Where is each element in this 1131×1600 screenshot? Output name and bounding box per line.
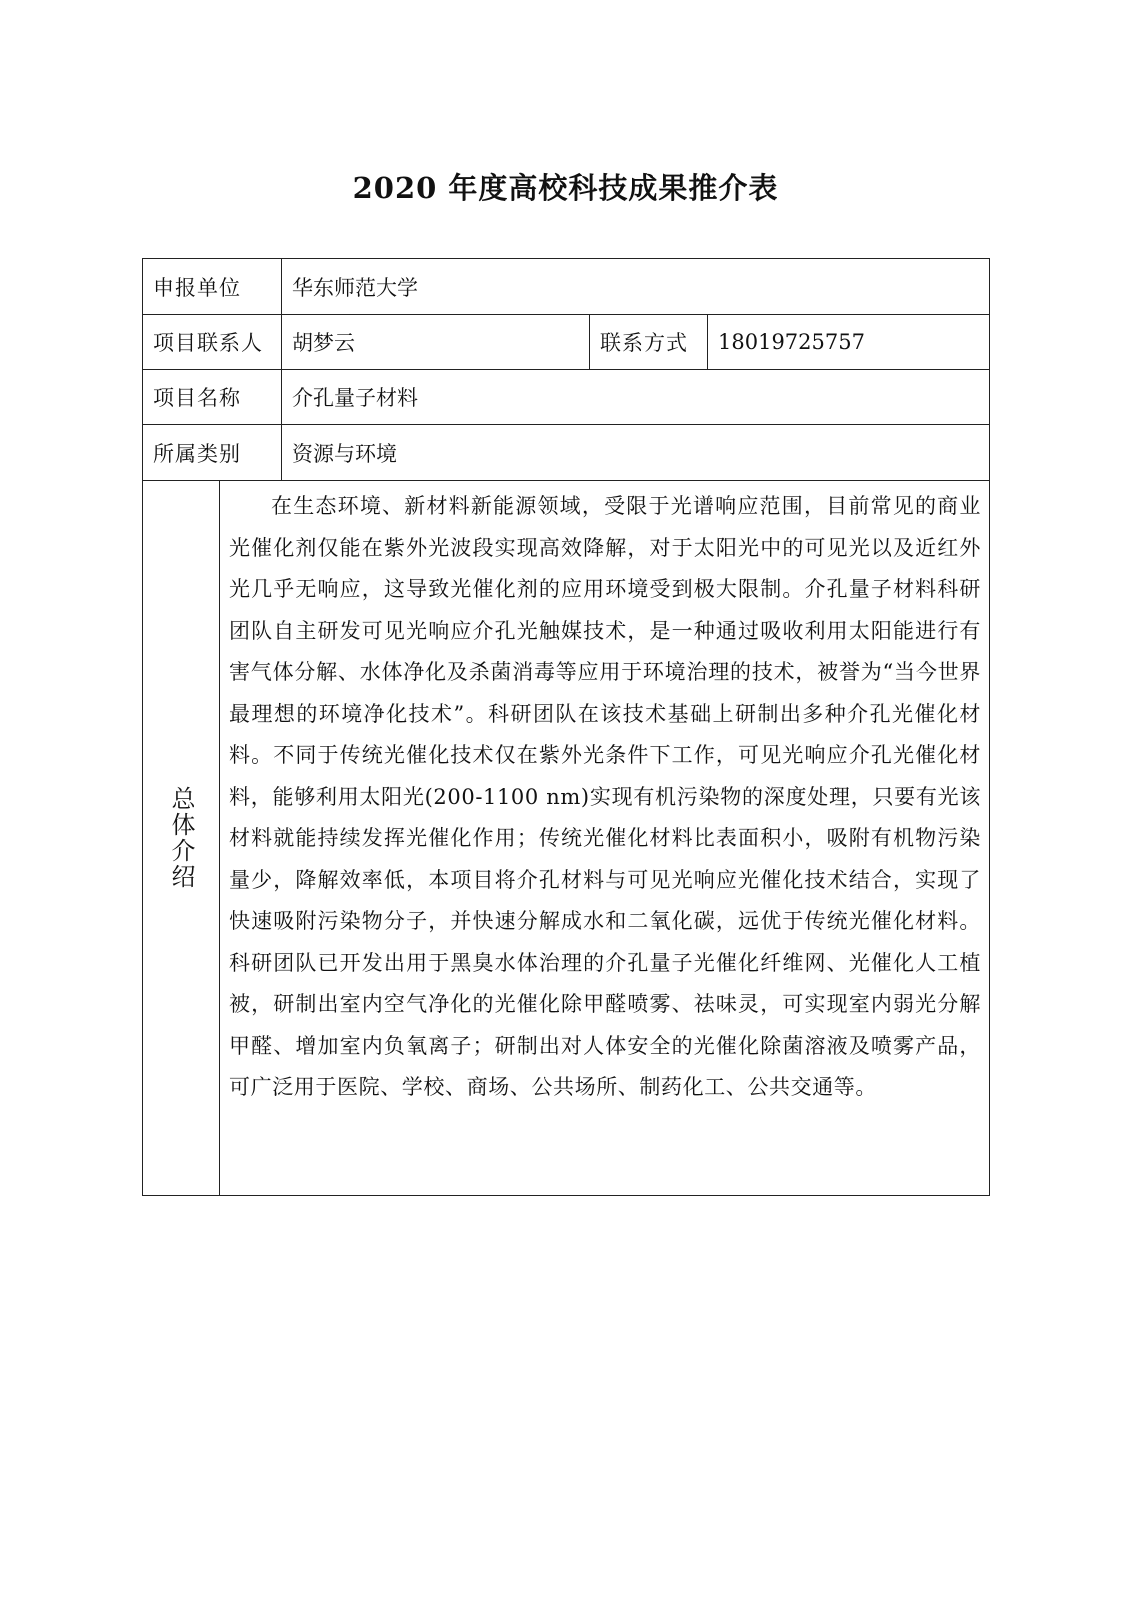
category-row [143,425,989,481]
recommendation-form-table [142,258,990,1196]
project-name-row [143,370,989,425]
applicant-unit-label: 申报单位 [153,275,241,300]
overview-row [143,481,989,1195]
project-name-label: 项目名称 [153,386,241,410]
applicant-unit-row [143,259,989,315]
overview-text: 在生态环境、新材料新能源领域，受限于光谱响应范围，目前常见的商业光催化剂仅能在紫外光波段实现高效降解，对于太阳光中的可见光以及近红外光几乎无响应，这导致光催化剂的应用环境受到极大限制。介孔量子材料科研团队自主研发可见光响应介孔光触媒技术，是一种通过吸收利用太阳能进行有害气体分解、水体净化及杀菌消毒等应用于环境治理的技术，被誉为“当今世界最理想的环境净化技术”。科研团队在该技术基础上研制出多种介孔光催化材料。不同于传统光催化技术仅在紫外光条件下工作，可见光响应介孔光催化材料，能够利用太阳光(200-1100 nm)实现有机污染物的深度处理，只要有光该材料就能持续发挥光催化作用；传统光催化材料比表面积小，吸附有机物污染量少，降解效率低，本项目将介孔材料与可见光响应光催化技术结合，实现了快速吸附污染物分子，并快速分解成水和二氧化碳，远优于传统光催化材料。科研团队已开发出用于黑臭水体治理的介孔量子光催化纤维网、光催化人工植被，研制出室内空气净化的光催化除甲醛喷雾、祛味灵，可实现室内弱光分解甲醛、增加室内负氧离子；研制出对人体安全的光催化除菌溶液及喷雾产品，可广泛用于医院、学校、商场、公共场所、制药化工、公共交通等。 [229,494,981,1099]
category-label: 所属类别 [153,441,241,466]
document-title: 2020 年度高校科技成果推介表 [352,171,779,205]
applicant-unit-value: 华东师范大学 [292,275,418,300]
column-divider [219,481,220,1195]
project-contact-value: 胡梦云 [292,331,355,355]
contact-method-label: 联系方式 [600,331,688,355]
project-name-value: 介孔量子材料 [292,386,418,410]
category-value: 资源与环境 [292,441,397,466]
project-contact-label: 项目联系人 [153,331,263,355]
overview-label-cell [143,481,219,1195]
contact-method-value: 18019725757 [718,330,865,354]
overview-label: 总体介绍 [167,786,195,890]
project-contact-row [143,315,989,370]
